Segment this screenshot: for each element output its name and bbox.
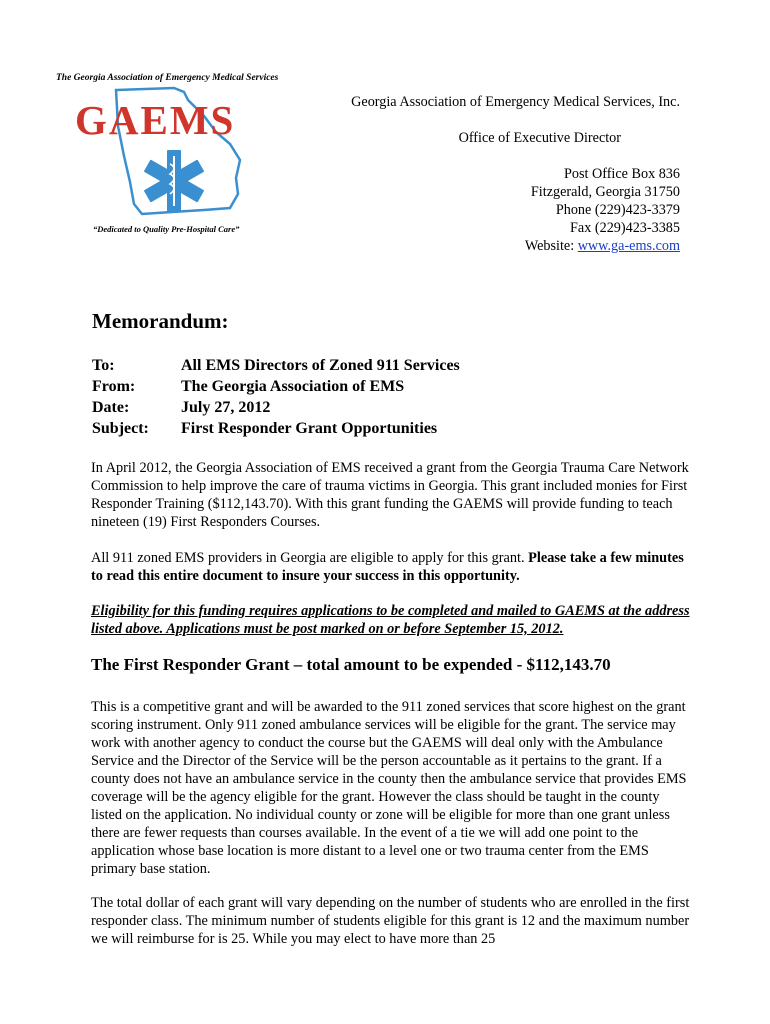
paragraph-deadline: Eligibility for this funding requires applications to be completed and mailed to GAEMS at the address listed above. Applications must be post marked on or before September 15, 2012. (91, 603, 690, 637)
memo-title: Memorandum: (92, 309, 229, 333)
letterhead-address (525, 165, 680, 255)
paragraph-grant-amount: The total dollar of each grant will vary depending on the number of students who are enrolled in the first responder class. The minimum number of students eligible for this grant is 12 and the maximum number we will reimburse for is 25. While you may elect to have more than 25 (91, 895, 690, 947)
address-line: Post Office Box 836 (564, 166, 680, 182)
subject-value: First Responder Grant Opportunities (181, 420, 438, 437)
paragraph-grant-intro: In April 2012, the Georgia Association of EMS received a grant from the Georgia Trauma Care Network Commission to help improve the care of trauma victims in Georgia. This grant included monies for First Responder Training ($112,143.70). With this grant funding the GAEMS will provide funding to teach nineteen (19) First Responders Courses. (91, 460, 689, 530)
subject-label: Subject: (92, 420, 149, 437)
memo-to-row (92, 355, 460, 376)
memo-from-row (92, 376, 460, 397)
logo-tagline: The Georgia Association of Emergency Medical Services (56, 73, 279, 83)
letterhead (351, 93, 680, 254)
memo-subject-row (92, 418, 460, 439)
address-line: Fax (229)423-3385 (570, 220, 680, 236)
eligibility-text: All 911 zoned EMS providers in Georgia are eligible to apply for this grant. (91, 550, 529, 566)
from-label: From: (92, 378, 136, 395)
date-value: July 27, 2012 (181, 399, 271, 416)
memo-date-row (92, 397, 460, 418)
paragraph-eligibility (91, 549, 691, 585)
logo-motto: “Dedicated to Quality Pre-Hospital Care” (93, 224, 240, 234)
memo-header (92, 355, 460, 439)
letterhead-org: Georgia Association of Emergency Medical Services, Inc. (351, 94, 680, 110)
from-value: The Georgia Association of EMS (181, 378, 405, 395)
address-line: Fitzgerald, Georgia 31750 (530, 184, 680, 200)
star-of-life-icon (143, 148, 205, 214)
logo-wordmark: GAEMS (75, 97, 236, 143)
to-value: All EMS Directors of Zoned 911 Services (181, 357, 460, 374)
website-label: Website: (524, 238, 578, 254)
section-heading: The First Responder Grant – total amount to be expended - $112,143.70 (91, 655, 611, 674)
to-label: To: (92, 357, 115, 374)
website-line (525, 237, 680, 255)
letterhead-office: Office of Executive Director (458, 130, 621, 146)
website-link[interactable]: www.ga-ems.com (577, 238, 680, 254)
date-label: Date: (92, 399, 130, 416)
paragraph-competitive-grant: This is a competitive grant and will be awarded to the 911 zoned services that score highest on the grant scoring instrument. Only 911 zoned ambulance services will be eligible for the grant. The service may work with another agency to conduct the course but the GAEMS will deal only with the Ambulance Service and the Director of the Service will be the person accountable as it pertains to the grant. If a county does not have an ambulance service in the county then the ambulance service that provides EMS coverage will be the agency eligible for the grant. However the class should be taught in the county listed on the application. No individual county or zone will be eligible for more than one grant unless there are fewer requests than courses available. In the event of a tie we will add one point to the application whose base location is more distant to a level one or two trauma center from the EMS primary base station. (91, 699, 687, 877)
address-line: Phone (229)423-3379 (555, 202, 680, 218)
eligibility-emphasis: Please take a few minutes to read this entire document to insure your success in this opportunity. (91, 550, 684, 584)
